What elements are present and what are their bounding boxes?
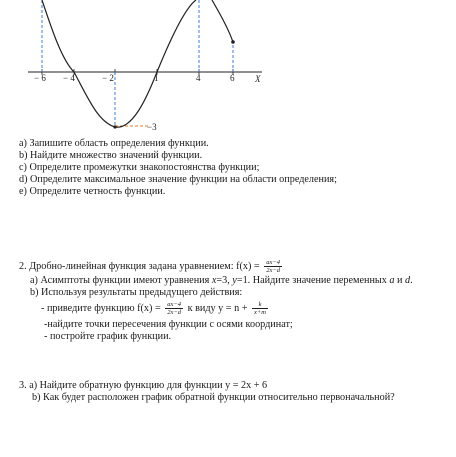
x-tick-label: − 6 — [34, 73, 46, 83]
task2-bullet-1: - приведите функцию f(x) = $\frac{ax-4}{2x-d}$ к виду y = n + $\frac{k}{x+m}$ — [41, 301, 266, 316]
task1-item-c: c) Определите промежутки знакопостоянства функции; — [19, 162, 260, 173]
task2-item-a: а) Асимптоты функции имеют уравнения x=3, y=1. Найдите значение переменных a и d. — [30, 275, 413, 286]
x-tick-label: 1 — [154, 73, 159, 83]
x-tick-label: − 2 — [102, 73, 114, 83]
task2-bullet-2: -найдите точки пересечения функции с осями координат; — [44, 319, 293, 330]
y-min-label: −3 — [147, 122, 157, 132]
task3-item-a: 3. а) Найдите обратную функцию для функции y = 2x + 6 — [19, 380, 268, 391]
function-graph — [0, 0, 456, 135]
min-point-dot — [113, 125, 116, 128]
task2-bullet-3: - постройте график функции. — [44, 331, 172, 342]
guide-lines — [42, 0, 233, 128]
endpoint-dot — [231, 40, 235, 44]
fraction: $\frac{ax-4}{2x-d}$ — [266, 259, 280, 274]
fraction: $\frac{k}{x+m}$ — [254, 301, 266, 316]
fraction: $\frac{ax-4}{2x-d}$ — [167, 301, 182, 316]
x-tick-label: − 4 — [63, 73, 75, 83]
task1-item-a: а) Запишите область определения функции. — [19, 138, 209, 149]
x-tick-label: 4 — [196, 73, 201, 83]
x-tick-label: 6 — [230, 73, 235, 83]
task1-item-d: d) Определите максимальное значение функции на области определения; — [19, 174, 337, 185]
x-axis-label: X — [255, 74, 261, 84]
task2-intro: 2. Дробно-линейная функция задана уравнением: f(x) = $\frac{ax-4}{2x-d}$ — [19, 259, 280, 274]
function-curve — [42, 0, 233, 127]
task3-item-b: b) Как будет расположен график обратной функции относительно первоначальной? — [32, 392, 395, 403]
task1-item-e: e) Определите четность функции. — [19, 186, 166, 197]
task1-item-b: b) Найдите множество значений функции. — [19, 150, 203, 161]
task2-item-b: b) Используя результаты предыдущего действия: — [30, 287, 243, 298]
